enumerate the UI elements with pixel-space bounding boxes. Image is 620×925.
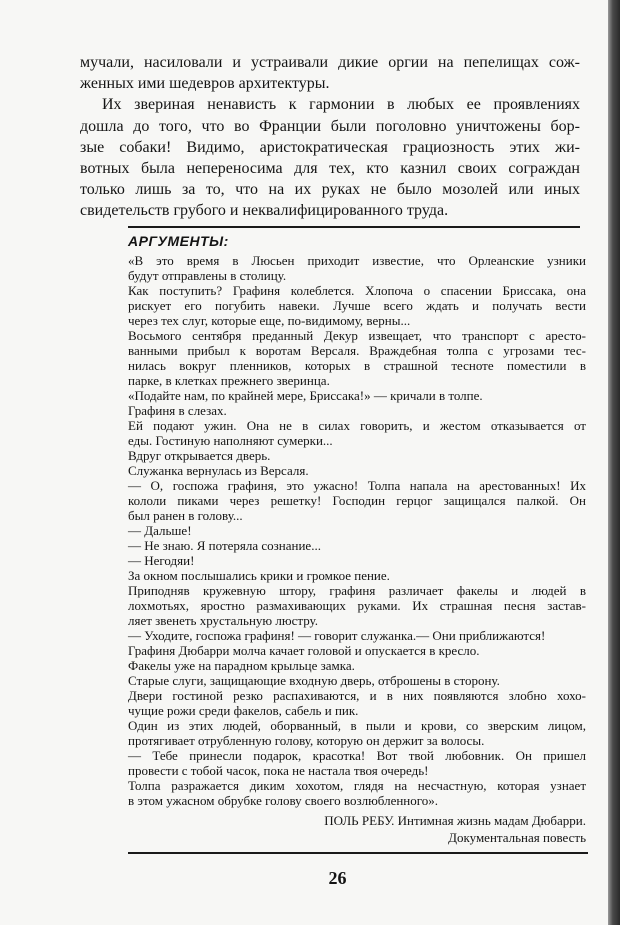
text-line: Их звериная ненависть к гармонии в любых ее проявлениях <box>102 96 580 114</box>
text-line: чущие рожи среди факелов, сабель и пик. <box>128 703 359 718</box>
text-line: Толпа разражается диким хохотом, глядя на несчастную, которая узнает <box>128 778 586 793</box>
text-line: Один из этих людей, оборванный, в пыли и крови, со зверским лицом, <box>128 718 586 733</box>
box-bottom-rule <box>128 852 588 854</box>
text-line: лохмотьях, яростно размахивающих руками. Их страшная песня застав- <box>128 598 586 613</box>
text-line: ляет звенеть хрустальную люстру. <box>128 613 318 628</box>
text-line: мучали, насиловали и устраивали дикие оргии на пепелищах сож- <box>80 54 580 71</box>
arguments-quote <box>128 253 586 808</box>
text-line: зые собаки! Видимо, аристократическая грациозность этих жи- <box>80 138 580 156</box>
text-line: нилась вокруг пленников, которых в страшной тесноте поместили в <box>128 358 586 373</box>
source-genre: Документальная повесть <box>448 830 586 845</box>
text-line: Служанка вернулась из Версаля. <box>128 463 309 478</box>
text-line: — Тебе принесли подарок, красотка! Вот твой любовник. Он пришел <box>128 748 586 763</box>
text-line: — Негодяи! <box>128 553 195 568</box>
text-line: Факелы уже на парадном крыльце замка. <box>128 658 355 673</box>
source-author: ПОЛЬ РЕБУ. <box>324 813 395 828</box>
text-line: Старые слуги, защищающие входную дверь, отброшены в сторону. <box>128 673 500 688</box>
text-line: дошла до того, что во Франции были поголовно уничтожены бор- <box>80 117 580 135</box>
text-line: Как поступить? Графиня колеблется. Хлопоча о спасении Бриссака, она <box>128 283 586 298</box>
page-number: 26 <box>328 868 347 888</box>
text-line: кололи пиками через решетку! Господин герцог защищался палкой. Он <box>128 493 586 508</box>
text-line: парке, в клетках прежнего зверинца. <box>128 373 330 388</box>
main-text <box>80 52 580 222</box>
text-line: еды. Гостиную наполняют сумерки... <box>128 433 333 448</box>
quote-source <box>324 812 586 846</box>
text-line: в этом ужасном обрубке голову своего возлюбленного». <box>128 793 439 808</box>
source-title: Интимная жизнь мадам Дюбарри. <box>397 813 586 828</box>
text-line: через тех слуг, которые еще, по-видимому, верны... <box>128 313 411 328</box>
text-line: «В это время в Люсьен приходит известие, что Орлеанские узники <box>128 253 586 268</box>
text-line: вотных была непереносима для тех, кто казнил своих сограждан <box>80 160 580 178</box>
text-line: Восьмого сентября преданный Декур извещает, что транспорт с аресто- <box>128 328 586 343</box>
text-line: Вдруг открывается дверь. <box>128 448 271 463</box>
text-line: Ей подают ужин. Она не в силах говорить, и жестом отказывается от <box>128 418 586 433</box>
text-line: — О, госпожа графиня, это ужасно! Толпа напала на арестованных! Их <box>128 478 586 493</box>
box-top-rule <box>128 226 580 228</box>
text-line: провести с тобой часок, пока не настала твоя очередь! <box>128 763 429 778</box>
text-line: свидетельств грубого и неквалифицированного труда. <box>80 202 449 220</box>
text-line: — Дальше! <box>128 523 192 538</box>
text-line: был ранен в голову... <box>128 508 243 523</box>
text-line: Графиня в слезах. <box>128 403 227 418</box>
box-title: АРГУМЕНТЫ: <box>128 233 229 249</box>
text-line: «Подайте нам, по крайней мере, Бриссака!» — кричали в толпе. <box>128 388 483 403</box>
text-line: — Не знаю. Я потеряла сознание... <box>128 538 321 553</box>
text-line: Двери гостиной резко распахиваются, и в них появляются злобно хохо- <box>128 688 586 703</box>
text-line: протягивает отрубленную голову, которую он держит за волосы. <box>128 733 485 748</box>
text-line: ванными прибыл к воротам Версаля. Враждебная толпа с угрозами тес- <box>128 343 586 358</box>
text-line: Графиня Дюбарри молча качает головой и опускается в кресло. <box>128 643 480 658</box>
text-line: только лишь за то, что на их руках не было мозолей или иных <box>80 181 580 199</box>
text-line: будут отправлены в столицу. <box>128 268 287 283</box>
text-line: Приподняв кружевную штору, графиня различает факелы и людей в <box>128 583 586 598</box>
text-line: — Уходите, госпожа графиня! — говорит служанка.— Они приближаются! <box>128 628 546 643</box>
text-line: женных ими шедевров архитектуры. <box>80 75 330 93</box>
text-line: рискует его погубить навеки. Лучше всего ждать и получать вести <box>128 298 586 313</box>
text-line: За окном послышались крики и громкое пение. <box>128 568 390 583</box>
scan-page-edge <box>608 0 620 925</box>
